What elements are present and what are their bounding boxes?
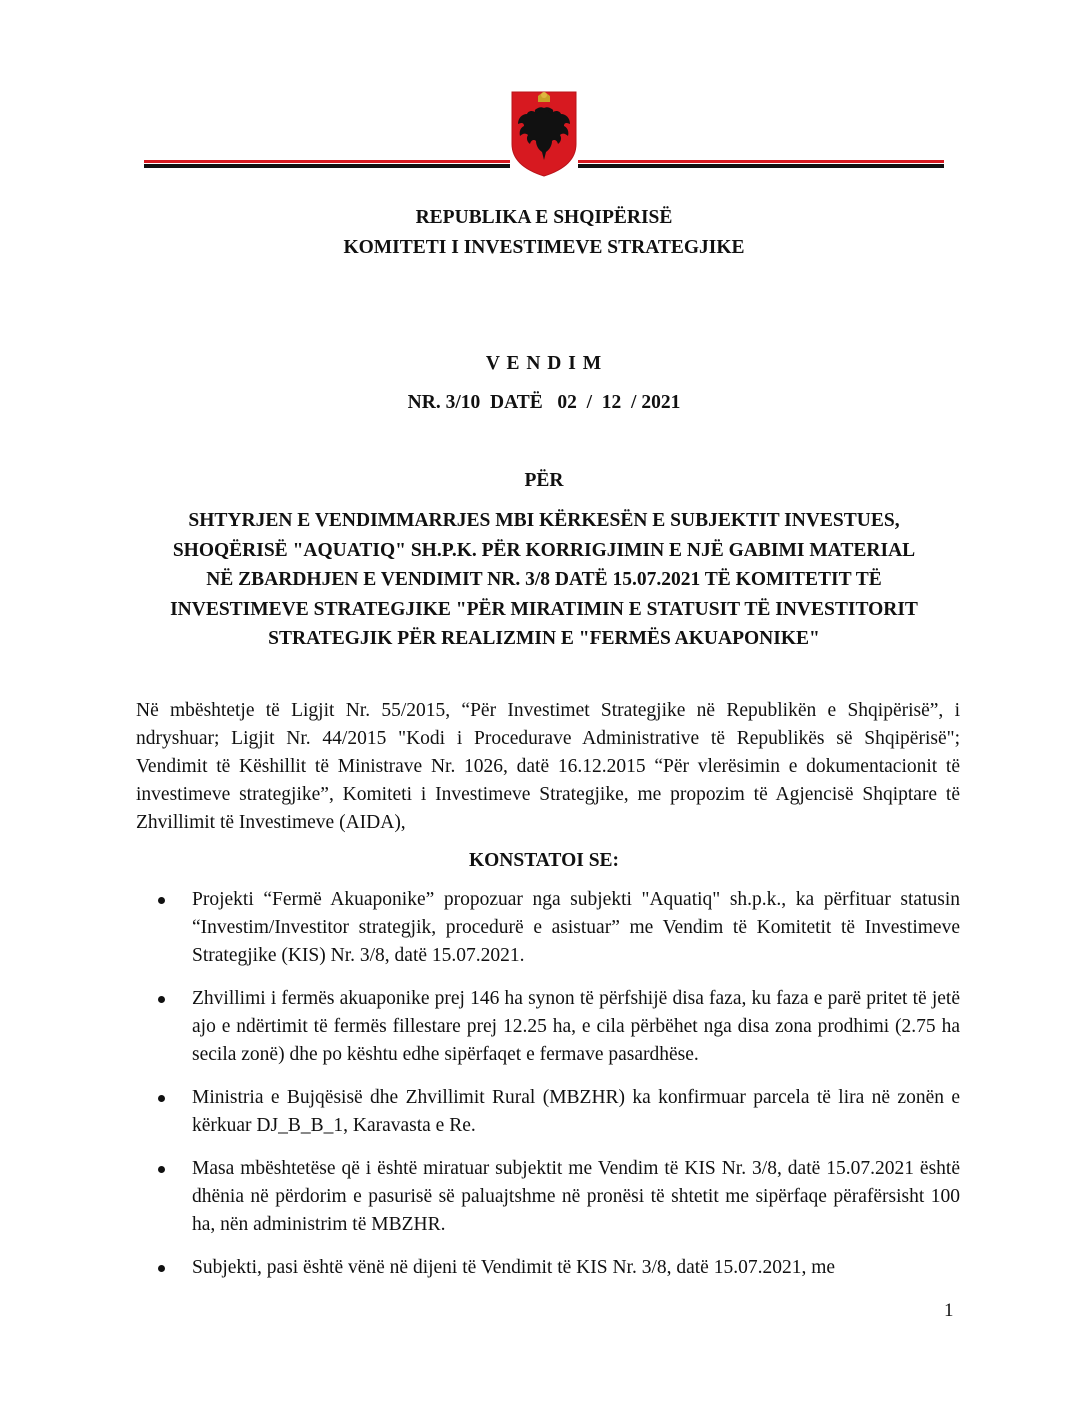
list-item-text: Ministria e Bujqësisë dhe Zhvillimit Rural (MBZHR) ka konfirmuar parcela të lira në zonën e kërkuar DJ_B_B_1, Karavasta e Re.	[192, 1087, 960, 1136]
list-item	[136, 886, 960, 970]
list-item	[136, 985, 960, 1069]
findings-list	[136, 886, 960, 1282]
list-item-text: Subjekti, pasi është vënë në dijeni të Vendimit të KIS Nr. 3/8, datë 15.07.2021, me	[192, 1257, 836, 1278]
header-republic: REPUBLIKA E SHQIPËRISË	[415, 207, 673, 228]
list-item	[136, 1254, 960, 1282]
letterhead-rule-right	[578, 160, 944, 168]
list-item-text: Zhvillimi i fermës akuaponike prej 146 ha synon të përfshijë disa faza, ku faza e parë pritet të jetë ajo e ndërtimit të fermës fillestare prej 12.25 ha, e cila përbëhet nga disa zona prodhimi (2.75 ha secila zonë) dhe po kështu edhe sipërfaqet e fermave pasardhëse.	[192, 988, 960, 1065]
list-item-text: Projekti “Fermë Akuaponike” propozuar nga subjekti "Aquatiq" sh.p.k., ka përfituar statusin “Investim/Investitor strategjik, procedurë e asistuar” me Vendim të Komitetit të Investimeve Strategjike (KIS) Nr. 3/8, datë 15.07.2021.	[192, 889, 960, 966]
header-committee: KOMITETI I INVESTIMEVE STRATEGJIKE	[343, 237, 745, 258]
subject-line: INVESTIMEVE STRATEGJIKE "PËR MIRATIMIN E STATUSIT TË INVESTITORIT	[170, 598, 918, 620]
bullet-icon	[158, 1166, 165, 1173]
bullet-icon	[158, 1095, 165, 1102]
bullet-icon	[158, 897, 165, 904]
subject-line: SHOQËRISË "AQUATIQ" SH.P.K. PËR KORRIGJIMIN E NJË GABIMI MATERIAL	[172, 539, 916, 561]
page-number: 1	[944, 1300, 954, 1321]
subject-line: NË ZBARDHJEN E VENDIMIT NR. 3/8 DATË 15.07.2021 TË KOMITETIT TË	[206, 569, 882, 590]
subject-per: PËR	[524, 470, 564, 491]
letterhead-rule-left	[144, 160, 510, 168]
bullet-icon	[158, 1265, 165, 1272]
bullet-icon	[158, 996, 165, 1003]
letterhead	[0, 0, 1088, 200]
coat-of-arms-icon	[508, 86, 580, 178]
list-item-text: Masa mbështetëse që i është miratuar subjektit me Vendim të KIS Nr. 3/8, datë 15.07.2021 është dhënia në përdorim e pasurisë së paluajtshme në pronësi të shtetit me sipërfaqe përafërsisht 100 ha, nën administrim të MBZHR.	[192, 1158, 960, 1235]
list-item	[136, 1084, 960, 1140]
konstatoi-heading: KONSTATOI SE:	[468, 850, 620, 871]
decision-subject	[100, 506, 988, 654]
preamble-paragraph: Në mbështetje të Ligjit Nr. 55/2015, “Për Investimet Strategjike në Republikën e Shqipërisë”, i ndryshuar; Ligjit Nr. 44/2015 "Kodi i Procedurave Administrative të Republikës së Shqipërisë"; Vendimit të Këshillit të Ministrave Nr. 1026, datë 16.12.2015 “Për vlerësimin e dokumentacionit të investimeve strategjike”, Komiteti i Investimeve Strategjike, me propozim të Agjencisë Shqiptare të Zhvillimit të Investimeve (AIDA),	[136, 700, 960, 833]
subject-line: SHTYRJEN E VENDIMMARRJES MBI KËRKESËN E SUBJEKTIT INVESTUES,	[188, 510, 900, 531]
decision-number: NR. 3/10 DATË 02 / 12 / 2021	[407, 392, 681, 413]
decision-label: V E N D I M	[485, 353, 603, 374]
subject-line: STRATEGJIK PËR REALIZMIN E "FERMËS AKUAPONIKE"	[268, 628, 820, 649]
list-item	[136, 1155, 960, 1239]
